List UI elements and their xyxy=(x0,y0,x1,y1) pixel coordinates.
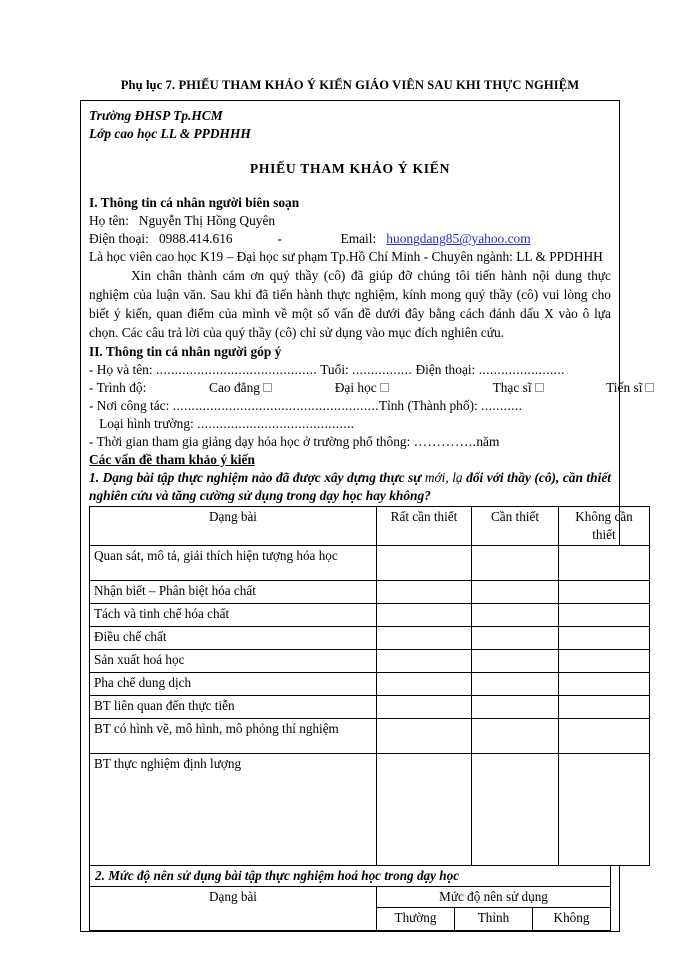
respondent-age-input[interactable]: ................ xyxy=(352,361,413,377)
education-level-label: - Trình độ: xyxy=(89,379,147,395)
answer-cell-necessary[interactable] xyxy=(472,580,559,603)
answer-cell-necessary[interactable] xyxy=(472,603,559,626)
column-header-not-necessary: Không cần thiết xyxy=(559,507,650,545)
teaching-duration-line xyxy=(89,433,611,451)
author-name-label: Họ tên: xyxy=(89,213,129,229)
column-header-type: Dạng bài xyxy=(90,887,377,931)
province-label: Tỉnh (Thành phố): xyxy=(378,398,478,413)
checkbox-icon-thac-si[interactable] xyxy=(535,383,544,392)
answer-cell-not-necessary[interactable] xyxy=(559,603,650,626)
author-affiliation: Là học viên cao học K19 – Đại học sư phạm Tp.Hồ Chí Minh - Chuyên ngành: LL & PPDHHH xyxy=(89,249,603,265)
contact-separator: - xyxy=(277,231,282,247)
column-header-necessary: Cần thiết xyxy=(472,507,559,545)
checkbox-icon-dai-hoc[interactable] xyxy=(380,383,389,392)
table-row xyxy=(90,753,650,865)
school-type-label: Loại hình trường: xyxy=(99,416,194,432)
column-header-type: Dạng bài xyxy=(90,507,377,545)
author-name-value: Nguyễn Thị Hồng Quyên xyxy=(138,213,276,229)
answer-cell-very-necessary[interactable] xyxy=(377,626,472,649)
row-label: Sản xuất hoá học xyxy=(90,649,377,672)
respondent-phone-label: Điện thoại: xyxy=(415,361,476,377)
school-type-input[interactable]: .......................................... xyxy=(197,416,355,432)
table-row xyxy=(90,603,650,626)
answer-cell-necessary[interactable] xyxy=(472,545,559,580)
teaching-duration-label: - Thời gian tham gia giảng dạy hóa học ở trường phổ thông: xyxy=(89,434,411,450)
answer-cell-necessary[interactable] xyxy=(472,649,559,672)
answer-cell-very-necessary[interactable] xyxy=(377,718,472,753)
question-1-table xyxy=(89,506,650,865)
checkbox-icon-cao-dang[interactable] xyxy=(263,383,272,392)
answer-cell-not-necessary[interactable] xyxy=(559,695,650,718)
table-row xyxy=(90,580,650,603)
author-email-link[interactable]: huongdang85@yahoo.com xyxy=(386,231,531,247)
teaching-duration-input[interactable]: ………….. xyxy=(413,434,477,450)
table-row xyxy=(90,649,650,672)
answer-cell-necessary[interactable] xyxy=(472,672,559,695)
section-2-heading: II. Thông tin cá nhân người góp ý xyxy=(89,343,282,359)
answer-cell-not-necessary[interactable] xyxy=(559,545,650,580)
workplace-label: - Nơi công tác: xyxy=(89,398,170,413)
column-header-sometimes: Thỉnh xyxy=(455,908,533,931)
education-level-line xyxy=(89,379,643,397)
table-header-row xyxy=(90,507,650,545)
province-input[interactable]: ........... xyxy=(481,398,523,413)
level-option-cao-dang-label: Cao đẳng xyxy=(209,379,260,395)
row-label: Pha chế dung dịch xyxy=(90,672,377,695)
question-2-table xyxy=(89,886,611,931)
table-row xyxy=(90,718,650,753)
answer-cell-not-necessary[interactable] xyxy=(559,649,650,672)
answer-cell-not-necessary[interactable] xyxy=(559,580,650,603)
level-option-dai-hoc-label: Đại học xyxy=(334,379,377,395)
organization-university: Trường ĐHSP Tp.HCM xyxy=(89,108,223,123)
appendix-caption: Phụ lục 7. PHIẾU THAM KHẢO Ý KIẾN GIÁO VIÊN SAU KHI THỰC NGHIỆM xyxy=(120,78,580,92)
row-label: Điều chế chất xyxy=(90,626,377,649)
answer-cell-necessary[interactable] xyxy=(472,718,559,753)
question-1-emphasis: mới, lạ xyxy=(424,470,463,486)
answer-cell-very-necessary[interactable] xyxy=(377,603,472,626)
answer-cell-not-necessary[interactable] xyxy=(559,626,650,649)
checkbox-icon-tien-si[interactable] xyxy=(645,383,654,392)
author-email-label: Email: xyxy=(340,231,377,247)
column-group-header-usage-level: Mức độ nên sử dụng xyxy=(377,887,611,908)
answer-cell-necessary[interactable] xyxy=(472,695,559,718)
question-1-part1: Dạng bài tập thực nghiệm nào đã được xây dựng thực sự xyxy=(102,470,422,486)
respondent-age-label: Tuổi: xyxy=(320,361,349,377)
row-label: BT thực nghiệm định lượng xyxy=(90,753,377,865)
workplace-line xyxy=(89,397,611,415)
author-phone-value: 0988.414.616 xyxy=(158,231,233,247)
column-header-never: Không xyxy=(533,908,611,931)
answer-cell-very-necessary[interactable] xyxy=(377,580,472,603)
answer-cell-not-necessary[interactable] xyxy=(559,753,650,865)
workplace-input[interactable]: ....................................................... xyxy=(172,398,379,413)
organization-class: Lớp cao học LL & PPDHHH xyxy=(89,125,251,141)
answer-cell-very-necessary[interactable] xyxy=(377,695,472,718)
respondent-phone-input[interactable]: ....................... xyxy=(478,361,565,377)
table-row xyxy=(90,695,650,718)
row-label: Quan sát, mô tả, giải thích hiện tượng hóa học xyxy=(90,545,377,580)
answer-cell-very-necessary[interactable] xyxy=(377,672,472,695)
answer-cell-not-necessary[interactable] xyxy=(559,672,650,695)
column-header-very-necessary: Rất cần thiết xyxy=(377,507,472,545)
school-type-line xyxy=(89,415,611,433)
table-row xyxy=(90,545,650,580)
answer-cell-very-necessary[interactable] xyxy=(377,545,472,580)
respondent-name-label: - Họ và tên: xyxy=(89,361,153,377)
survey-form-frame xyxy=(80,100,643,932)
answer-cell-necessary[interactable] xyxy=(472,753,559,865)
row-label: Tách và tinh chế hóa chất xyxy=(90,603,377,626)
respondent-name-input[interactable]: ........................................... xyxy=(155,361,318,377)
table-header-row xyxy=(90,887,611,908)
author-phone-label: Điện thoại: xyxy=(89,231,149,247)
table-row xyxy=(90,672,650,695)
teaching-duration-unit: năm xyxy=(476,434,500,450)
intro-paragraph: Xin chân thành cám ơn quý thầy (cô) đã giúp đỡ chúng tôi tiến hành nội dung thực nghiệm của luận văn. Sau khi đã tiến hành thực nghiệm, kính mong quý thầy (cô) vui lòng cho biết ý kiến, quan điểm của mình về một số vấn đề dưới đây bằng cách đánh dấu X vào ô lựa chọn. Các câu trả lời của quý thầy (cô) chỉ sử dụng vào mục đích nghiên cứu. xyxy=(89,268,611,341)
row-label: BT liên quan đến thực tiễn xyxy=(90,695,377,718)
row-label: BT có hình vẽ, mô hình, mô phỏng thí nghiệm xyxy=(90,718,377,753)
question-1-number: 1. xyxy=(89,470,100,486)
form-title: PHIẾU THAM KHẢO Ý KIẾN xyxy=(249,161,451,177)
question-2-text: 2. Mức độ nên sử dụng bài tập thực nghiệm hoá học trong dạy học xyxy=(89,866,611,887)
question-1-part2: đối với thầy (cô), cần thiết nghiên cứu và tăng cường sử dụng trong dạy học hay không? xyxy=(89,470,611,503)
level-option-thac-si-label: Thạc sĩ xyxy=(492,379,532,395)
issues-heading: Các vấn đề tham khảo ý kiến xyxy=(89,452,255,468)
respondent-name-line xyxy=(89,361,611,379)
column-header-often: Thường xyxy=(377,908,455,931)
question-1-text xyxy=(89,469,611,504)
table-row xyxy=(90,626,650,649)
answer-cell-not-necessary[interactable] xyxy=(559,718,650,753)
level-option-tien-si-label: Tiến sĩ xyxy=(606,379,643,395)
answer-cell-very-necessary[interactable] xyxy=(377,649,472,672)
section-1-heading: I. Thông tin cá nhân người biên soạn xyxy=(89,195,300,211)
answer-cell-very-necessary[interactable] xyxy=(377,753,472,865)
author-name-line xyxy=(89,212,611,230)
author-contact-line xyxy=(89,230,611,248)
answer-cell-necessary[interactable] xyxy=(472,626,559,649)
row-label: Nhận biết – Phân biệt hóa chất xyxy=(90,580,377,603)
